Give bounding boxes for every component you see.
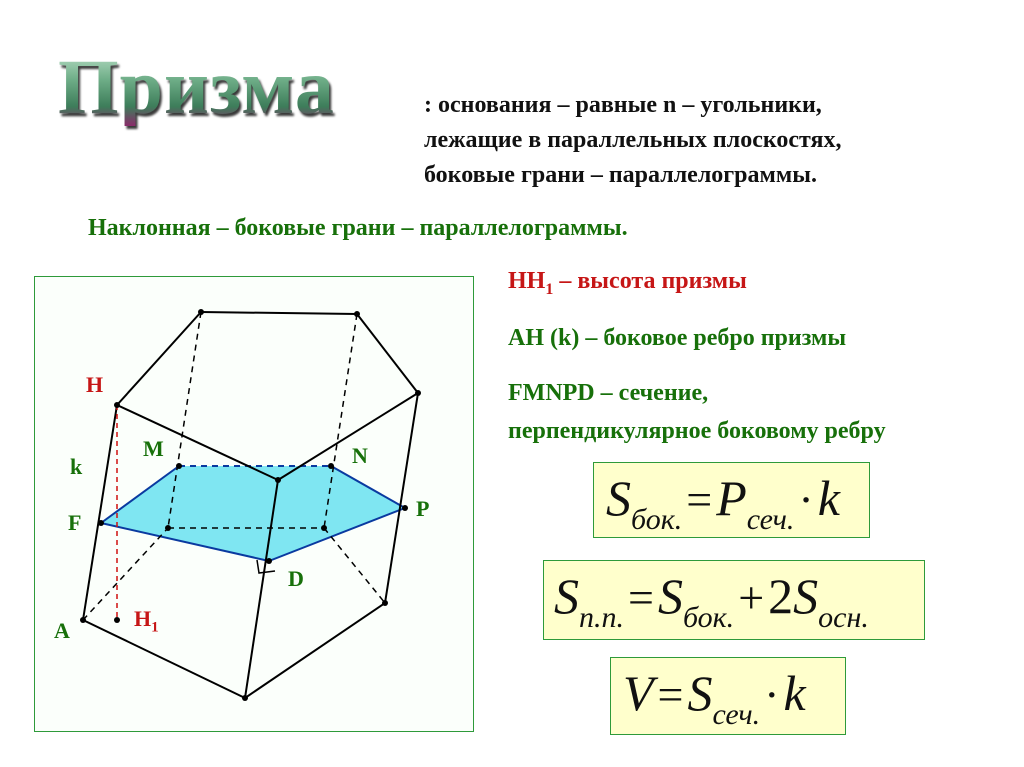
f2-S2-sub: бок. [682,601,735,634]
f2-S: S [554,568,579,624]
f3-V: V [623,665,654,721]
section-note-line-2: перпендикулярное боковому ребру [508,418,886,444]
f2-S3: S [793,568,819,624]
label-M: M [143,436,164,461]
prism-definition [424,88,841,193]
label-H1-sub: 1 [151,619,159,636]
label-k: k [70,454,83,479]
bottom-edge-2 [245,603,385,698]
vertex-H [114,402,120,408]
f2-eq: = [628,572,654,623]
f2-S3-sub: осн. [818,601,869,634]
f3-eq: = [657,669,684,720]
height-note [508,268,747,299]
vertex-M [176,463,182,469]
lateral-edge-P [385,393,418,603]
section-note-line-1: FMNPD – сечение, [508,380,709,406]
formula-lateral-area [593,462,870,538]
vertex-F [98,520,104,526]
bottom-edge-1 [83,620,245,698]
f3-S: S [687,665,713,721]
vertex-top-3 [415,390,421,396]
f1-P-sub: сеч. [746,503,795,536]
vertex-top-4 [275,477,281,483]
lateral-edge-A [83,405,117,620]
vertex-N [328,463,334,469]
f1-P: P [716,470,747,526]
vertex-bottom-1 [242,695,248,701]
f1-dot: · [798,474,814,525]
label-H: H [86,372,104,397]
vertex-hidden-2 [321,525,327,531]
f3-dot: · [764,669,780,720]
f2-S-sub: п.п. [579,601,624,634]
label-H1-main: H [134,606,152,631]
prism-figure [34,276,474,732]
vertex-A [80,617,86,623]
page-title: Призма [58,43,335,130]
f3-k: k [783,665,806,721]
vertex-bottom-2 [382,600,388,606]
f1-eq: = [686,474,713,525]
inclined-prism-text: Наклонная – боковые грани – параллелограммы. [88,215,628,241]
hidden-bottom-3 [324,528,385,603]
definition-line-3: боковые грани – параллелограммы. [424,162,817,188]
f1-S: S [606,470,631,526]
f2-plus: + [738,572,765,623]
formula-volume [610,657,846,735]
f2-two: 2 [768,568,794,624]
prism-drawing [35,277,475,733]
label-A: A [54,618,70,643]
label-N: N [352,443,368,468]
height-note-main: HH [508,268,546,294]
top-edge-2 [201,312,357,314]
label-F: F [68,510,82,535]
vertex-top-2 [354,311,360,317]
height-note-sub: 1 [545,280,554,298]
f2-S2: S [657,568,683,624]
formula-total-area [543,560,925,640]
height-note-rest: – высота призмы [553,268,747,294]
f1-k: k [817,470,840,526]
vertex-H1 [114,617,120,623]
label-H1 [134,606,159,636]
f3-S-sub: сеч. [712,698,761,731]
top-edge-3 [357,314,418,393]
edge-note: AH (k) – боковое ребро призмы [508,325,847,351]
vertex-hidden-1 [165,525,171,531]
vertex-P [402,505,408,511]
f1-S-sub: бок. [631,503,683,536]
definition-line-1: : основания – равные n – угольники, [424,92,822,118]
definition-line-2: лежащие в параллельных плоскостях, [424,127,842,153]
vertex-top-1 [198,309,204,315]
section-polygon [101,466,405,561]
top-edge-4 [278,393,418,480]
vertex-D [266,558,272,564]
label-D: D [288,566,304,591]
label-P: P [416,496,430,521]
